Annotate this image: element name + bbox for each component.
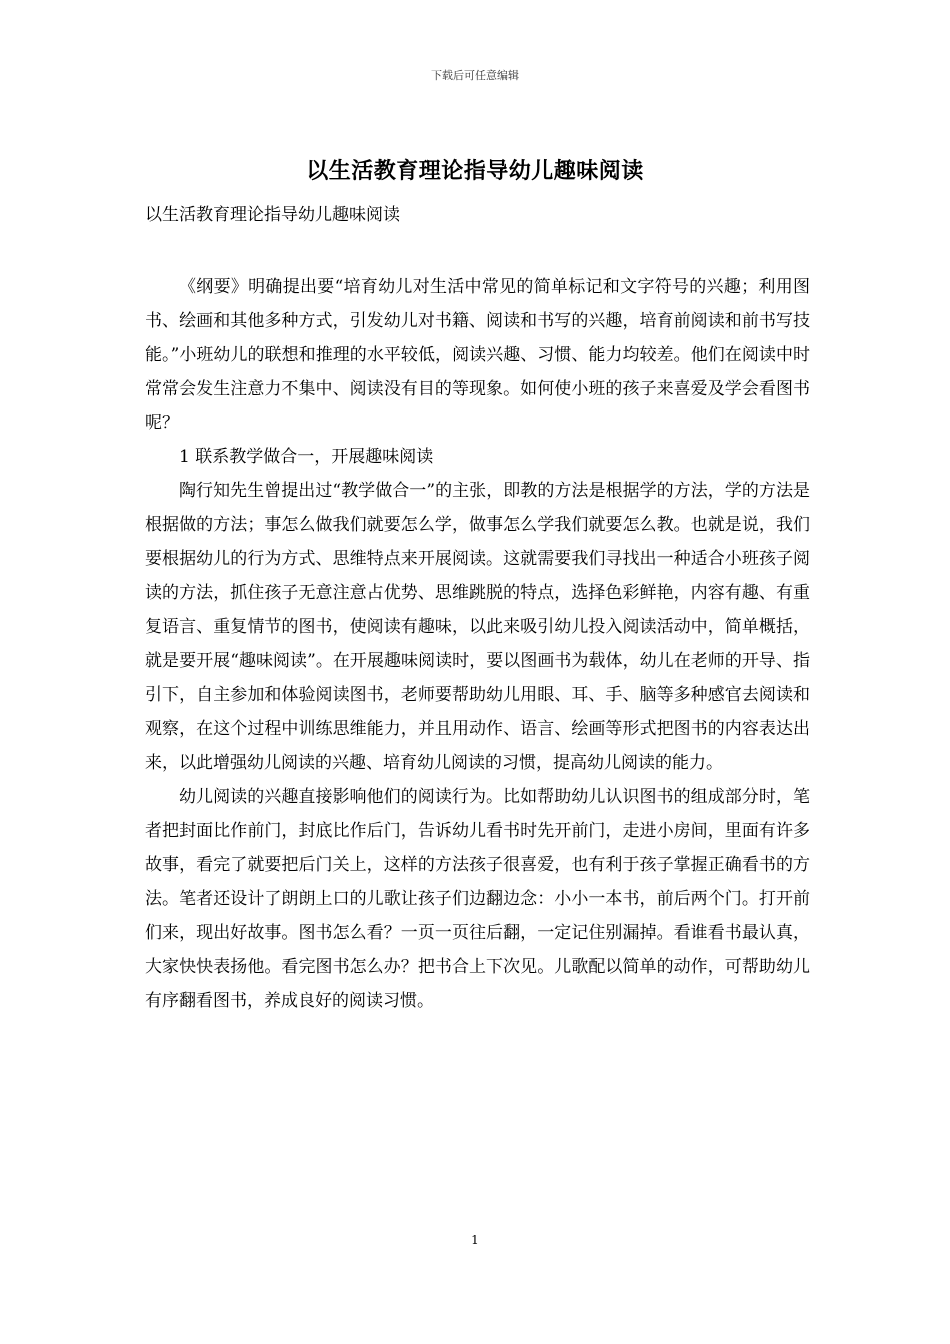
paragraph-interest: 幼儿阅读的兴趣直接影响他们的阅读行为。比如帮助幼儿认识图书的组成部分时，笔者把封面比作前门，封底比作后门，告诉幼儿看书时先开前门，走进小房间，里面有许多故事，看完了就要把后门关上，这样的方法孩子很喜爱，也有利于孩子掌握正确看书的方法。笔者还设计了朗朗上口的儿歌让孩子们边翻边念：小小一本书，前后两个门。打开前们来，现出好故事。图书怎么看？一页一页往后翻，一定记住别漏掉。看谁看书最认真，大家快快表扬他。看完图书怎么办？把书合上下次见。儿歌配以简单的动作，可帮助幼儿有序翻看图书，养成良好的阅读习惯。 [145,787,810,1011]
paragraph-intro: 《纲要》明确提出要“培育幼儿对生活中常见的简单标记和文字符号的兴趣；利用图书、绘画和其他多种方式，引发幼儿对书籍、阅读和书写的兴趣，培育前阅读和前书写技能。”小班幼儿的联想和推理的水平较低，阅读兴趣、习惯、能力均较差。他们在阅读中时常常会发生注意力不集中、阅读没有目的等现象。如何使小班的孩子来喜爱及学会看图书呢？ [145,277,810,433]
paragraph-teaching: 陶行知先生曾提出过“教学做合一”的主张，即教的方法是根据学的方法，学的方法是根据做的方法；事怎么做我们就要怎么学，做事怎么学我们就要怎么教。也就是说，我们要根据幼儿的行为方式、思维特点来开展阅读。这就需要我们寻找出一种适合小班孩子阅读的方法，抓住孩子无意注意占优势、思维跳脱的特点，选择色彩鲜艳，内容有趣、有重复语言、重复情节的图书，使阅读有趣味，以此来吸引幼儿投入阅读活动中，简单概括，就是要开展“趣味阅读”。在开展趣味阅读时，要以图画书为载体，幼儿在老师的开导、指引下，自主参加和体验阅读图书，老师要帮助幼儿用眼、耳、手、脑等多种感官去阅读和观察，在这个过程中训练思维能力，并且用动作、语言、绘画等形式把图书的内容表达出来，以此增强幼儿阅读的兴趣、培育幼儿阅读的习惯，提高幼儿阅读的能力。 [145,481,810,773]
section-heading: 1 联系教学做合一，开展趣味阅读 [179,447,434,467]
document-subtitle: 以生活教育理论指导幼儿趣味阅读 [145,205,400,225]
document-title: 以生活教育理论指导幼儿趣味阅读 [306,158,644,184]
page-number: 1 [471,1233,479,1247]
document-body [145,270,810,1018]
page-header: 下载后可任意编辑 [431,69,519,82]
